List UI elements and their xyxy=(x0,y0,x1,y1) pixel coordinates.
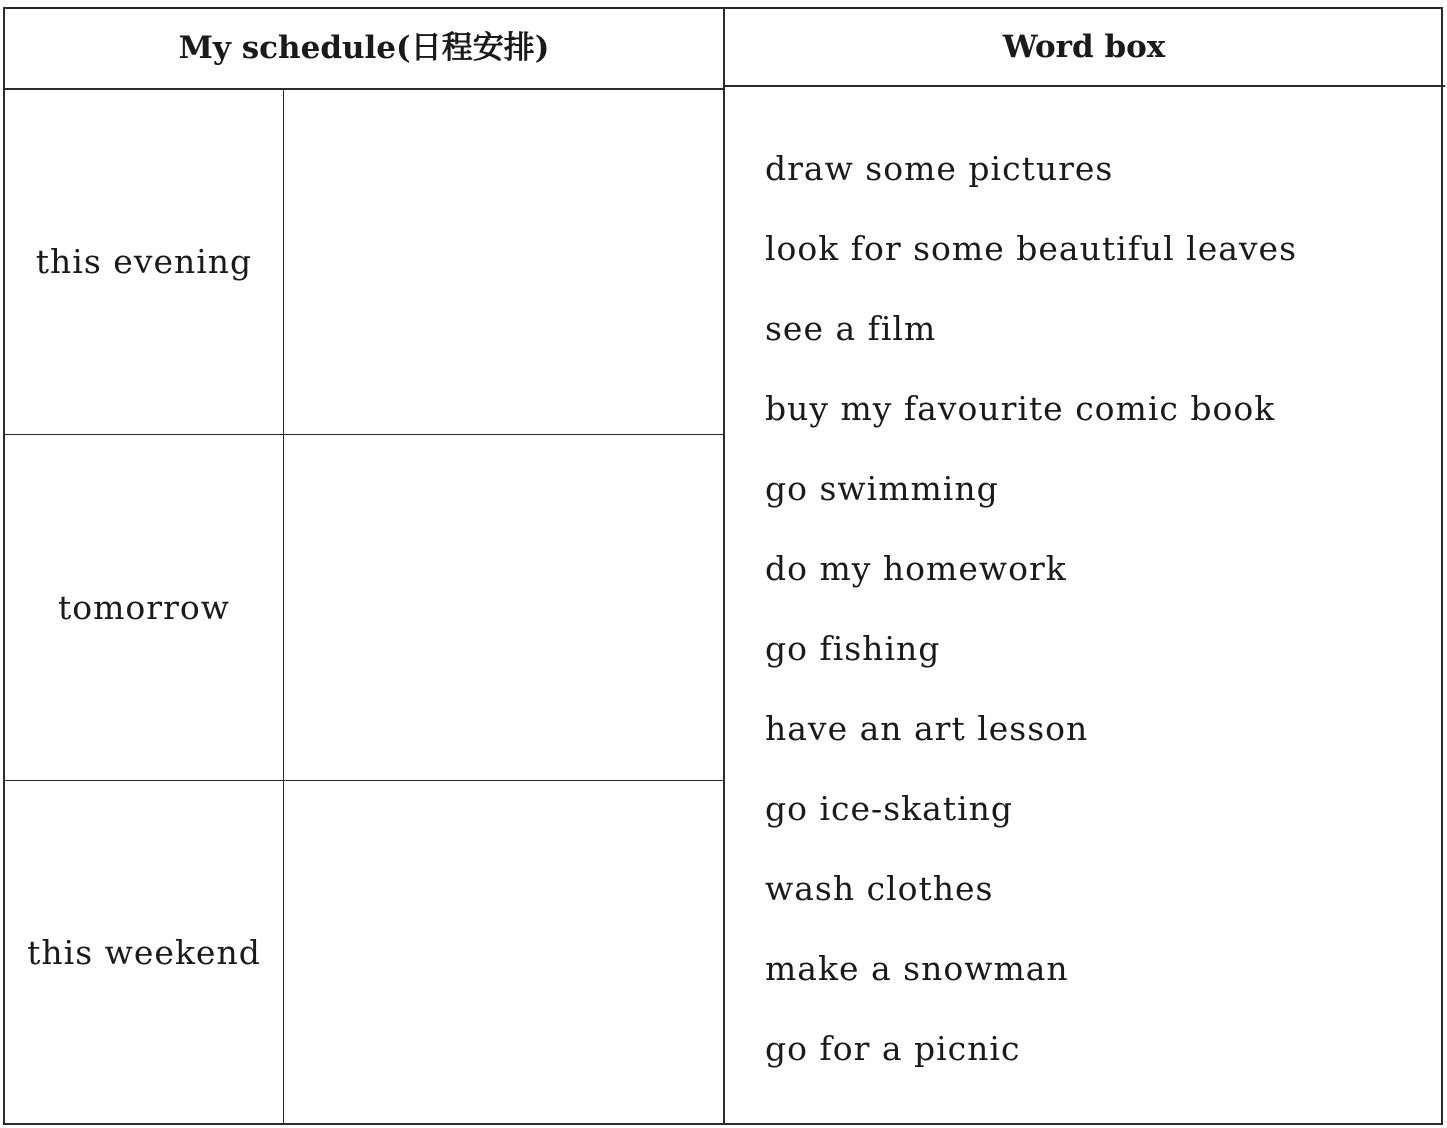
word-box-item: make a snowman xyxy=(765,949,1069,988)
word-box-header-divider xyxy=(724,85,1445,87)
schedule-answer-cell[interactable] xyxy=(284,90,723,434)
word-box-item: draw some pictures xyxy=(765,149,1114,188)
time-label-this-evening: this evening xyxy=(35,242,253,281)
word-box-item: do my homework xyxy=(765,549,1067,588)
word-box-item: go ice-skating xyxy=(765,789,1013,828)
word-box-item: go for a picnic xyxy=(765,1029,1021,1068)
word-box-item: wash clothes xyxy=(765,869,994,908)
word-box-item: go swimming xyxy=(765,469,999,508)
word-box-item: buy my favourite comic book xyxy=(765,389,1276,428)
word-box-item: go fishing xyxy=(765,629,941,668)
time-label-this-weekend: this weekend xyxy=(27,933,261,972)
schedule-answer-cell[interactable] xyxy=(284,435,723,780)
column-divider xyxy=(723,9,725,1123)
time-label-tomorrow: tomorrow xyxy=(58,588,230,627)
word-box-header: Word box xyxy=(1002,29,1166,65)
word-box-item: have an art lesson xyxy=(765,709,1089,748)
word-box-item: see a film xyxy=(765,309,937,348)
word-box-item: look for some beautiful leaves xyxy=(765,229,1298,268)
schedule-answer-cell[interactable] xyxy=(284,781,723,1125)
word-box-list xyxy=(765,129,1297,1089)
schedule-worksheet-table xyxy=(3,7,1443,1125)
schedule-header: My schedule(日程安排) xyxy=(178,30,550,66)
